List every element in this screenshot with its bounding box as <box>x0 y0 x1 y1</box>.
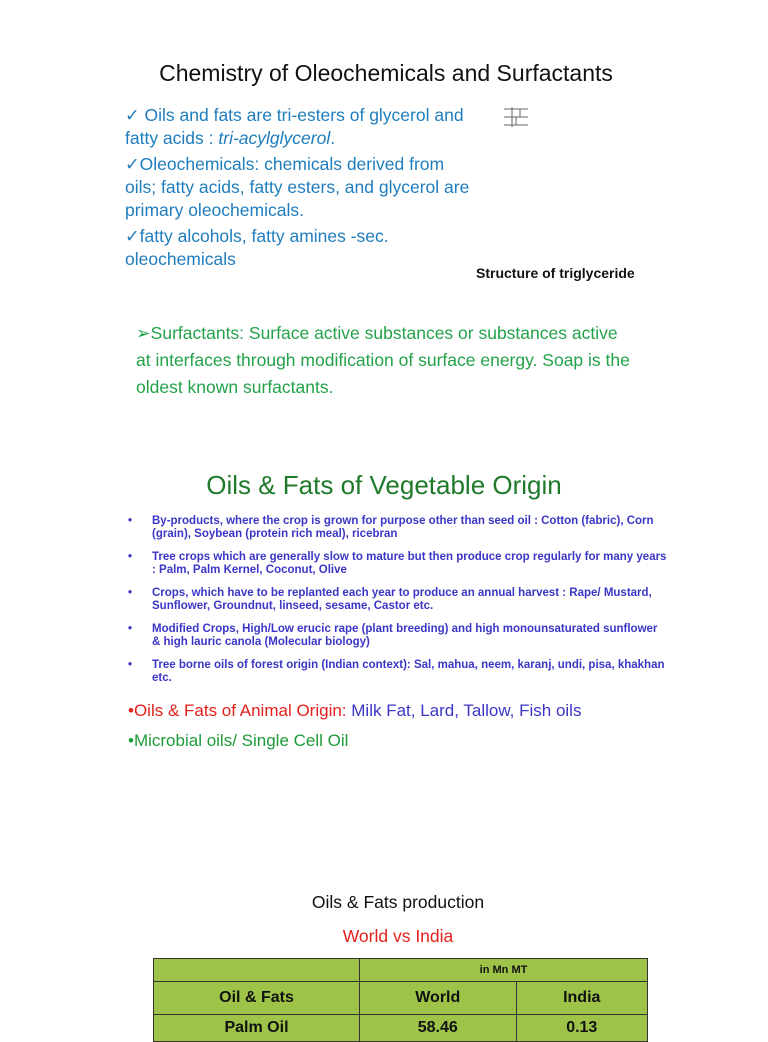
origin-list <box>128 702 668 762</box>
table-cell: Palm Oil <box>154 1015 360 1042</box>
slide-subtitle: World vs India <box>342 926 454 946</box>
animal-origin-item <box>128 702 668 720</box>
triglyceride-structure-image <box>500 106 532 128</box>
bullet-text: Modified Crops, High/Low erucic rape (plant breeding) and high monounsaturated sunflower & high lauric canola (Molecular biology) <box>152 623 658 648</box>
column-header: World <box>360 982 517 1015</box>
points-list <box>125 104 475 274</box>
bullet-dot-icon: • <box>128 515 133 527</box>
triglyceride-structure-icon <box>500 106 532 128</box>
bullet-text: By-products, where the crop is grown for purpose other than seed oil : Cotton (fabric), Corn (grain), Soybean (protein rich meal), ricebran <box>152 515 654 540</box>
bullet-dot-icon: • <box>128 623 133 635</box>
slide-vegetable-origin <box>0 440 768 840</box>
slide-title: Oils & Fats of Vegetable Origin <box>206 470 562 500</box>
table-cell <box>154 959 360 982</box>
bullet-item <box>128 515 668 541</box>
point-3: ✓fatty alcohols, fatty amines -sec. oleochemicals <box>125 226 389 269</box>
slide-oleochemicals <box>0 0 768 430</box>
bullet-item <box>128 623 668 649</box>
column-header: Oil & Fats <box>154 982 360 1015</box>
unit-row <box>154 959 648 982</box>
bullet-text: Tree crops which are generally slow to mature but then produce crop regularly for many years : Palm, Palm Kernel, Coconut, Olive <box>152 551 667 576</box>
bullet-dot-icon: • <box>128 587 133 599</box>
slide-title: Oils & Fats production <box>311 892 485 912</box>
point-1-italic: tri-acylglycerol <box>218 128 331 148</box>
structure-caption: Structure of triglyceride <box>476 265 635 281</box>
table-row <box>154 1015 648 1042</box>
bullet-text: Tree borne oils of forest origin (Indian context): Sal, mahua, neem, karanj, undi, pisa, khakhan etc. <box>152 659 665 684</box>
bullet-item <box>128 587 668 613</box>
surfactants-text: ➢Surfactants: Surface active substances or substances active at interfaces through modification of surface energy. Soap is the oldest known surfactants. <box>136 323 630 397</box>
microbial-item <box>128 732 668 750</box>
bullet-dot-icon: • <box>128 659 133 671</box>
bullet-item <box>128 551 668 577</box>
production-table <box>153 958 648 1042</box>
bullet-dot-icon: • <box>128 701 134 720</box>
bullet-text: Crops, which have to be replanted each year to produce an annual harvest : Rape/ Mustard, Sunflower, Groundnut, linseed, sesame, Castor etc. <box>152 587 652 612</box>
bullet-dot-icon: • <box>128 551 133 563</box>
bullet-list <box>128 515 668 695</box>
point-1-after: . <box>330 128 336 148</box>
point-1-text: ✓ Oils and fats are tri-esters of glycerol and fatty acids : <box>125 105 464 148</box>
header-row <box>154 982 648 1015</box>
bullet-item <box>128 659 668 685</box>
point-2: ✓Oleochemicals: chemicals derived from oils; fatty acids, fatty esters, and glycerol are primary oleochemicals. <box>125 154 470 220</box>
animal-origin-label: Oils & Fats of Animal Origin: <box>133 701 347 720</box>
animal-origin-items: Milk Fat, Lard, Tallow, Fish oils <box>346 701 582 720</box>
table-cell: 0.13 <box>516 1015 647 1042</box>
slide-title: Chemistry of Oleochemicals and Surfactants <box>159 60 613 86</box>
bullet-dot-icon: • <box>128 731 134 750</box>
unit-cell: in Mn MT <box>360 959 648 982</box>
point-1 <box>125 104 475 150</box>
column-header: India <box>516 982 647 1015</box>
microbial-text: Microbial oils/ Single Cell Oil <box>133 731 349 750</box>
table-cell: 58.46 <box>360 1015 517 1042</box>
slide-production <box>0 870 768 1036</box>
